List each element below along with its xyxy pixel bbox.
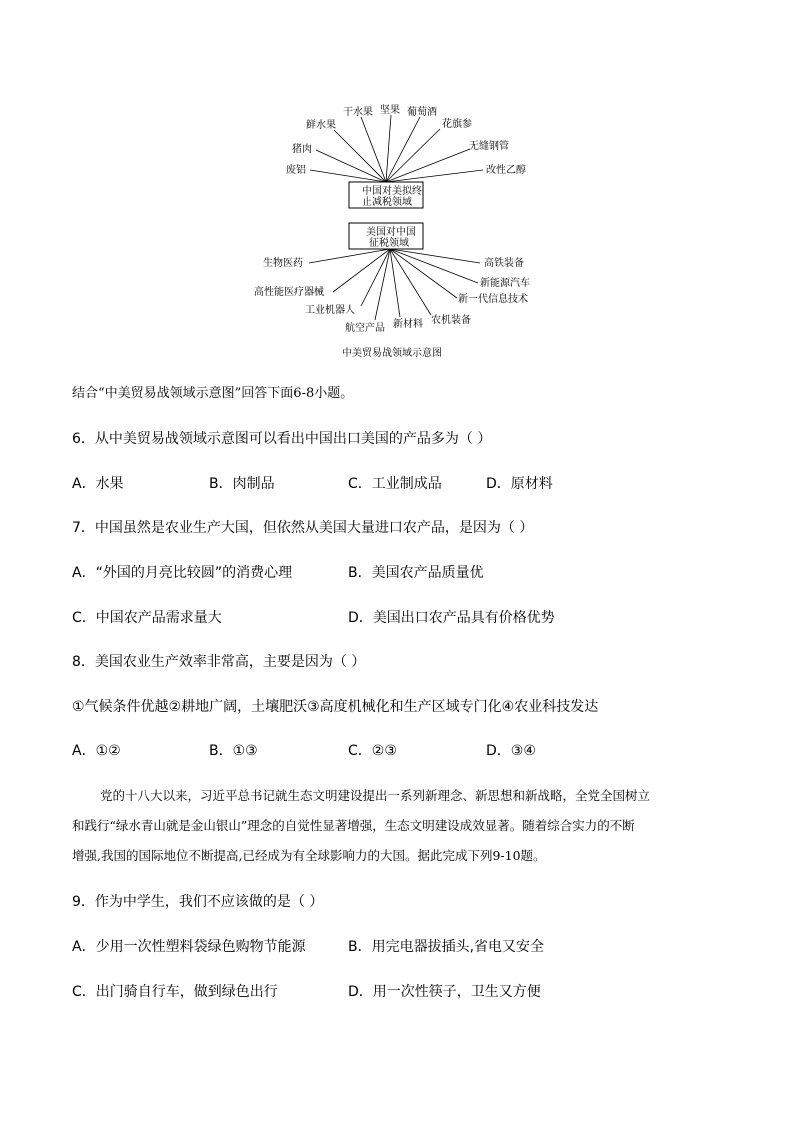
passage-line-3: 增强,我国的国际地位不断提高,已经成为有全球影响力的大国。据此完成下列9-10题。 [72, 848, 546, 863]
q7-option-a: A．“外国的月亮比较圆”的消费心理 [72, 565, 293, 581]
q6-option-c: C．工业制成品 [348, 476, 442, 492]
q7-option-d: D．美国出口农产品具有价格优势 [348, 610, 555, 626]
top-item-4: 花旗参 [442, 119, 472, 130]
top-item-1: 坚果 [380, 105, 400, 116]
passage-line-2: 和践行“绿水青山就是金山银山”理念的自觉性显著增强，生态文明建设成效显著。随着综合实力的不断 [72, 818, 635, 833]
bottom-item-8: 新材料 [393, 319, 423, 330]
bottom-item-6: 农机装备 [431, 315, 471, 326]
q6-stem: 6．从中美贸易战领域示意图可以看出中国出口美国的产品多为（ ） [72, 431, 492, 447]
bottom-item-5: 工业机器人 [305, 305, 355, 316]
q9-option-c: C．出门骑自行车，做到绿色出行 [72, 984, 278, 1000]
bottom-box-line2: 征税领域 [369, 238, 409, 249]
bottom-item-4: 新一代信息技术 [458, 294, 528, 305]
q8-option-c: C．②③ [348, 743, 397, 759]
q8-option-d: D．③④ [486, 743, 536, 759]
q7-option-b: B．美国农产品质量优 [348, 565, 484, 581]
q9-option-d: D．用一次性筷子，卫生又方便 [348, 984, 541, 1000]
q6-option-d: D．原材料 [486, 476, 553, 492]
bottom-item-7: 航空产品 [345, 323, 385, 334]
top-item-5: 猪肉 [292, 144, 312, 155]
q8-stem: 8．美国农业生产效率非常高，主要是因为（ ） [72, 654, 366, 670]
top-item-2: 葡萄酒 [407, 107, 437, 118]
bottom-item-1: 高铁装备 [484, 258, 524, 269]
top-item-8: 改性乙醇 [486, 165, 526, 176]
top-item-7: 废铝 [286, 165, 306, 176]
bottom-item-0: 生物医药 [263, 258, 303, 269]
bottom-item-3: 高性能医疗器械 [254, 287, 324, 298]
bottom-item-2: 新能源汽车 [480, 278, 530, 289]
top-box-line1: 中国对美拟终 [362, 186, 422, 197]
top-item-0: 干水果 [343, 107, 373, 118]
diagram-caption: 中美贸易战领域示意图 [342, 348, 442, 359]
intro-text: 结合“中美贸易战领域示意图”回答下面6-8小题。 [72, 386, 354, 401]
q7-stem: 7．中国虽然是农业生产大国，但依然从美国大量进口农产品，是因为（ ） [72, 520, 534, 536]
q8-statements: ①气候条件优越②耕地广阔，土壤肥沃③高度机械化和生产区域专门化④农业科技发达 [72, 699, 599, 715]
q6-option-a: A．水果 [72, 476, 124, 492]
top-item-3: 鲜水果 [306, 120, 336, 131]
bottom-box-line1: 美国对中国 [366, 227, 416, 238]
trade-war-diagram [0, 0, 794, 370]
q8-option-a: A．①② [72, 743, 121, 759]
top-item-6: 无缝钢管 [469, 141, 509, 152]
q7-option-c: C．中国农产品需求量大 [72, 610, 222, 626]
q9-stem: 9．作为中学生，我们不应该做的是（ ） [72, 894, 324, 910]
q9-option-b: B．用完电器拔插头,省电又安全 [348, 939, 545, 955]
top-box-line2: 止减税领域 [362, 197, 412, 208]
q6-option-b: B．肉制品 [209, 476, 275, 492]
q8-option-b: B．①③ [209, 743, 258, 759]
passage-line-1: 党的十八大以来，习近平总书记就生态文明建设提出一系列新理念、新思想和新战略，全党全国树立 [100, 788, 651, 803]
q9-option-a: A．少用一次性塑料袋绿色购物节能源 [72, 939, 306, 955]
